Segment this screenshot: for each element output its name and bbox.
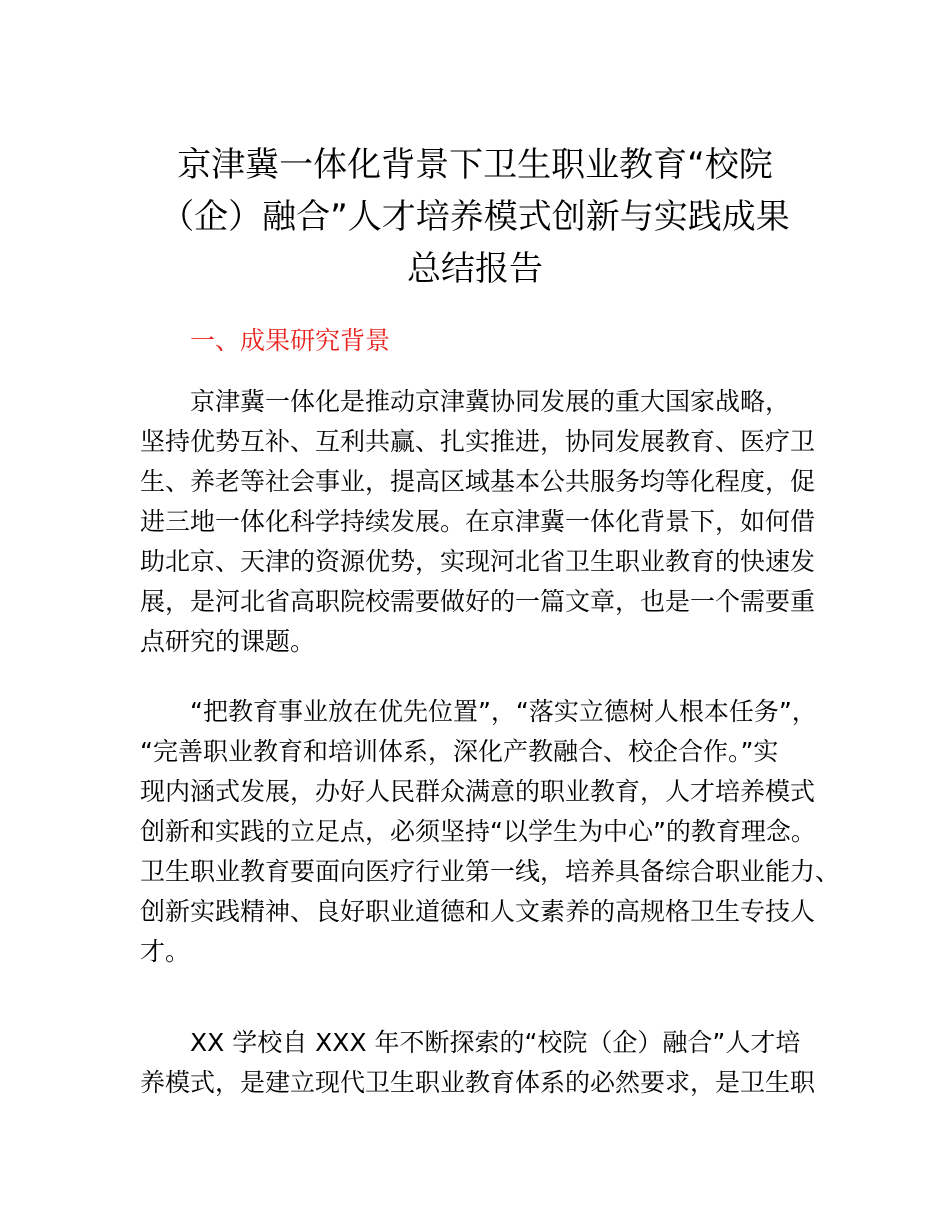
paragraph-2-line-3: 现内涵式发展，办好人民群众满意的职业教育，人才培养模式 bbox=[140, 777, 816, 806]
paragraph-2-line-4: 创新和实践的立足点，必须坚持“以学生为中心”的教育理念。 bbox=[140, 817, 816, 846]
paragraph-3-line-1: XX 学校自 XXX 年不断探索的“校院（企）融合”人才培 bbox=[190, 1028, 801, 1057]
paragraph-2-line-1: “把教育事业放在优先位置”，“落实立德树人根本任务”， bbox=[190, 697, 817, 726]
paragraph-1-line-1: 京津冀一体化是推动京津冀协同发展的重大国家战略， bbox=[190, 387, 791, 416]
paragraph-2-line-7: 才。 bbox=[140, 937, 191, 966]
document-title-line-3: 总结报告 bbox=[407, 249, 543, 289]
document-title-line-2: （企）融合”人才培养模式创新与实践成果 bbox=[160, 197, 790, 237]
section-heading: 一、成果研究背景 bbox=[190, 326, 391, 355]
paragraph-3-line-2: 养模式，是建立现代卫生职业教育体系的必然要求，是卫生职 bbox=[140, 1068, 816, 1097]
paragraph-1-line-7: 点研究的课题。 bbox=[140, 627, 316, 656]
paragraph-1-line-2: 坚持优势互补、互利共赢、扎实推进，协同发展教育、医疗卫 bbox=[140, 427, 816, 456]
paragraph-2-line-5: 卫生职业教育要面向医疗行业第一线，培养具备综合职业能力、 bbox=[140, 857, 841, 886]
paragraph-1-line-6: 展，是河北省高职院校需要做好的一篇文章，也是一个需要重 bbox=[140, 587, 816, 616]
paragraph-2-line-2: “完善职业教育和培训体系，深化产教融合、校企合作。”实 bbox=[140, 737, 779, 766]
paragraph-1-line-4: 进三地一体化科学持续发展。在京津冀一体化背景下，如何借 bbox=[140, 507, 816, 536]
paragraph-1-line-3: 生、养老等社会事业，提高区域基本公共服务均等化程度，促 bbox=[140, 467, 816, 496]
document-title-line-1: 京津冀一体化背景下卫生职业教育“校院 bbox=[177, 145, 773, 185]
paragraph-1-line-5: 助北京、天津的资源优势，实现河北省卫生职业教育的快速发 bbox=[140, 547, 816, 576]
paragraph-2-line-6: 创新实践精神、良好职业道德和人文素养的高规格卫生专技人 bbox=[140, 897, 816, 926]
